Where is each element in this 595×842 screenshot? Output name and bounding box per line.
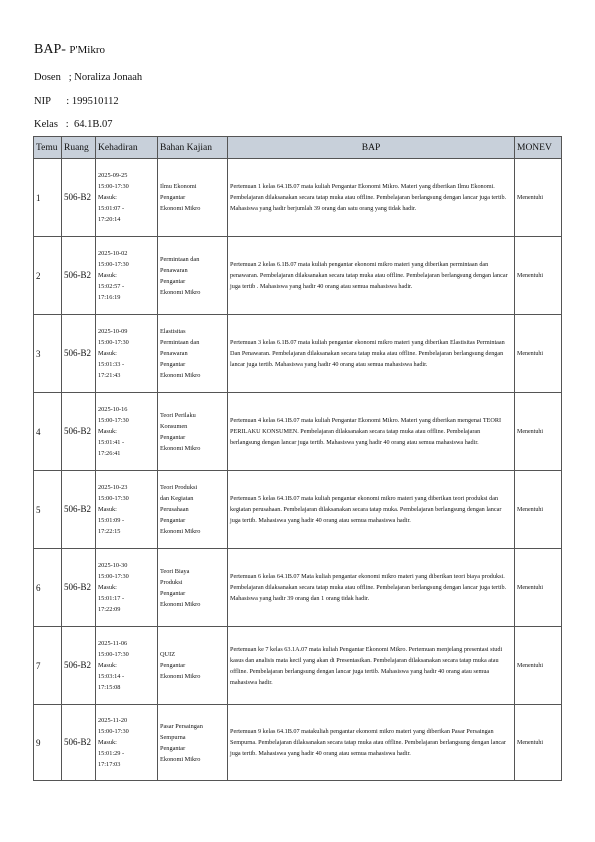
cell-bap: Pertemuan 1 kelas 64.1B.07 mata kuliah Pengantar Ekonomi Mikro. Materi yang diberikan Ilmu Ekonomi. Pembelajaran dilaksanakan secara tatap muka atau offline. Pembelajaran berlangsung dengan lancar juga tertib. Mahasiswa yang hadir berjumlah 39 orang dan satu orang yang tidak hadir. [228, 159, 515, 237]
cell-monev: Menentuhi [515, 627, 562, 705]
header-monev: MONEV [515, 137, 562, 159]
cell-temu: 2 [34, 237, 62, 315]
header-bahan-kajian: Bahan Kajian [158, 137, 228, 159]
bap-table [33, 136, 562, 781]
cell-bahan-kajian: Pasar Persaingan Sempurna Pengantar Ekonomi Mikro [158, 705, 228, 781]
cell-kehadiran: 2025-10-30 15:00-17:30 Masuk: 15:01:17 - 17:22:09 [96, 549, 158, 627]
cell-temu: 4 [34, 393, 62, 471]
cell-ruang: 506-B2 [62, 627, 96, 705]
cell-kehadiran: 2025-11-20 15:00-17:30 Masuk: 15:01:29 - 17:17:03 [96, 705, 158, 781]
cell-bap: Pertemuan 4 kelas 64.1B.07 mata kuliah Pengantar Ekonomi Mikro. Materi yang diberikan mengenai TEORI PERILAKU KONSUMEN. Pembelajaran dilaksanakan secara tatap muka atau offline. Pembelajaran berlangsung dengan lancar juga tertib. Mahasiswa yang hadir 40 orang atau semua mahasiswa hadir. [228, 393, 515, 471]
cell-ruang: 506-B2 [62, 471, 96, 549]
cell-temu: 3 [34, 315, 62, 393]
table-row [34, 159, 562, 237]
cell-kehadiran: 2025-11-06 15:00-17:30 Masuk: 15:03:14 - 17:15:08 [96, 627, 158, 705]
cell-monev: Menentuhi [515, 315, 562, 393]
table-row [34, 627, 562, 705]
table-row [34, 393, 562, 471]
table-row [34, 315, 562, 393]
table-row [34, 237, 562, 315]
kelas-line: Kelas : 64.1B.07 [34, 119, 113, 130]
cell-temu: 1 [34, 159, 62, 237]
cell-ruang: 506-B2 [62, 549, 96, 627]
cell-monev: Menentuhi [515, 393, 562, 471]
cell-bahan-kajian: Teori Biaya Produksi Pengantar Ekonomi Mikro [158, 549, 228, 627]
cell-bahan-kajian: Ilmu Ekonomi Pengantar Ekonomi Mikro [158, 159, 228, 237]
nip-line: NIP : 199510112 [34, 96, 119, 107]
cell-bahan-kajian: Teori Produksi dan Kegiatan Perusahaan Pengantar Ekonomi Mikro [158, 471, 228, 549]
document-header [34, 42, 105, 58]
header-ruang: Ruang [62, 137, 96, 159]
cell-kehadiran: 2025-10-09 15:00-17:30 Masuk: 15:01:33 - 17:21:43 [96, 315, 158, 393]
page-title [34, 42, 105, 58]
table-row [34, 549, 562, 627]
cell-bap: Pertemuan ke 7 kelas 63.1A.07 mata kuliah Pengantar Ekonomi Mikro. Pertemuan menjelang presentasi studi kasus dan analisis mata kecil yang akan di Presentasikan. Pembelajaran dilaksanakan secara tatap muka atau offline. Pembelajaran berlangsung dengan lancar juga tertib. Mahasiswa yang hadir 40 orang atau semua mahasiswa hadir. [228, 627, 515, 705]
cell-bahan-kajian: QUIZ Pengantar Ekonomi Mikro [158, 627, 228, 705]
cell-temu: 9 [34, 705, 62, 781]
cell-monev: Menentuhi [515, 471, 562, 549]
course-name: P'Mikro [69, 44, 106, 56]
cell-monev: Menentuhi [515, 549, 562, 627]
dosen-line: Dosen ; Noraliza Jonaah [34, 72, 143, 83]
cell-monev: Menentuhi [515, 237, 562, 315]
cell-bap: Pertemuan 2 kelas 6.1B.07 mata kuliah pengantar ekonomi mikro materi yang diberikan permintaan dan penawaran. Pembelajaran dilaksanakan secara tatap muka atau offline. Pembelajaran berlangsung dengan lancar juga tertib . Mahasiswa yang hadir 40 orang atau semua mahasiswa hadir. [228, 237, 515, 315]
cell-bahan-kajian: Teori Perilaku Konsumen Pengantar Ekonomi Mikro [158, 393, 228, 471]
table-row [34, 471, 562, 549]
cell-ruang: 506-B2 [62, 237, 96, 315]
cell-temu: 5 [34, 471, 62, 549]
cell-bap: Pertemuan 9 kelas 64.1B.07 matakuliah pengantar ekonomi mikro materi yang diberikan Pasar Persaingan Sempurna. Pembelajaran dilaksanakan secara tatap muka atau offline. Pembelajaran berlangsung dengan lancar juga tertib. Mahasiswa yang hadir 40 orang atau semua mahasiswa hadir. [228, 705, 515, 781]
cell-bahan-kajian: Elastisitas Permintaan dan Penawaran Pengantar Ekonomi Mikro [158, 315, 228, 393]
table-header-row [34, 137, 562, 159]
cell-bap: Pertemuan 3 kelas 6.1B.07 mata kuliah pengantar ekonomi mikro materi yang diberikan Elastisitas Permintaan Dan Penawaran. Pembelajaran dilaksanakan secara tatap muka atau offline. Pembelajaran berlangsung dengan lancar juga tertib. Mahasiswa yang hadir 40 orang atau semua mahasiswa hadir. [228, 315, 515, 393]
cell-monev: Menentuhi [515, 159, 562, 237]
title-text: BAP- [34, 42, 66, 57]
cell-ruang: 506-B2 [62, 393, 96, 471]
cell-kehadiran: 2025-10-02 15:00-17:30 Masuk: 15:02:57 - 17:16:19 [96, 237, 158, 315]
cell-kehadiran: 2025-09-25 15:00-17:30 Masuk: 15:01:07 - 17:20:14 [96, 159, 158, 237]
cell-ruang: 506-B2 [62, 705, 96, 781]
cell-ruang: 506-B2 [62, 159, 96, 237]
cell-bahan-kajian: Permintaan dan Penawaran Pengantar Ekonomi Mikro [158, 237, 228, 315]
cell-ruang: 506-B2 [62, 315, 96, 393]
cell-temu: 7 [34, 627, 62, 705]
cell-bap: Pertemuan 5 kelas 64.1B.07 mata kuliah pengantar ekonomi mikro materi yang diberikan teori produksi dan kegiatan perusahaan. Pembelajaran dilaksanakan secara tatap muka. Pembelajaran berlangsung dengan lancar juga tertib. Mahasiswa yang hadir 40 orang atau semua mahasiswa hadir. [228, 471, 515, 549]
cell-monev: Menentuhi [515, 705, 562, 781]
header-temu: Temu [34, 137, 62, 159]
cell-kehadiran: 2025-10-16 15:00-17:30 Masuk: 15:01:41 - 17:26:41 [96, 393, 158, 471]
cell-bap: Pertemuan 6 kelas 64.1B.07 Mata kuliah pengantar ekonomi mikro materi yang diberikan teori biaya produksi. Pembelajaran dilaksanakan secara tatap muka atau offline. Pembelajaran berlangsung dengan lancar juga tertib. Mahasiswa yang hadir 39 orang dan 1 orang tidak hadir. [228, 549, 515, 627]
cell-temu: 6 [34, 549, 62, 627]
header-bap: BAP [228, 137, 515, 159]
header-kehadiran: Kehadiran [96, 137, 158, 159]
table-row [34, 705, 562, 781]
cell-kehadiran: 2025-10-23 15:00-17:30 Masuk: 15:01:09 - 17:22:15 [96, 471, 158, 549]
